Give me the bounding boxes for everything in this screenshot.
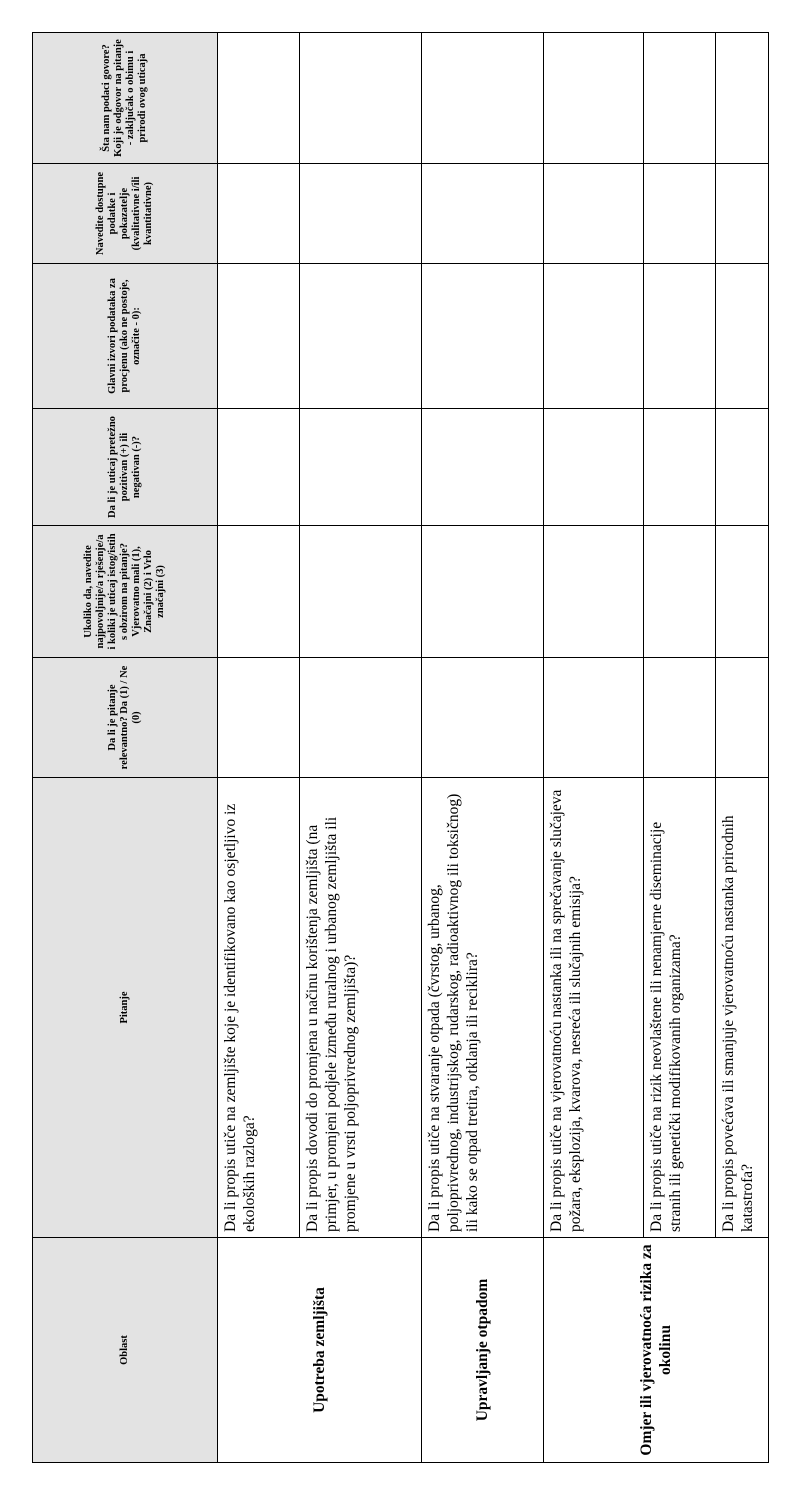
answer-cell[interactable] — [422, 409, 544, 526]
area-upotreba-zemljista: Upotreba zemljišta — [218, 1238, 422, 1463]
answer-cell[interactable] — [716, 164, 769, 264]
answer-cell[interactable] — [544, 33, 644, 164]
environmental-impact-table — [32, 32, 769, 1463]
answer-cell[interactable] — [300, 33, 422, 164]
header-row — [33, 33, 218, 1463]
answer-cell[interactable] — [300, 164, 422, 264]
answer-cell[interactable] — [544, 164, 644, 264]
header-pitanje: Pitanje — [33, 778, 218, 1238]
answer-cell[interactable] — [644, 164, 716, 264]
answer-cell[interactable] — [218, 164, 300, 264]
answer-cell[interactable] — [422, 658, 544, 778]
answer-cell[interactable] — [544, 658, 644, 778]
answer-cell[interactable] — [644, 658, 716, 778]
answer-cell[interactable] — [716, 658, 769, 778]
answer-cell[interactable] — [716, 409, 769, 526]
question-cell: Da li propis utiče na vjerovatnoću nastanka ili na sprečavanje slučajeva požara, eksplozija, kvarova, nesreća ili slučajnih emisija? — [544, 778, 644, 1238]
header-zakljucak: Šta nam podaci govore? Koji je odgovor na pitanje - zaključak o obimu i prirodi ovog uticaja — [33, 33, 218, 164]
question-cell: Da li propis utiče na rizik neovlaštene ili nenamjerne diseminacije stranih ili genetički modifikovanih organizama? — [644, 778, 716, 1238]
answer-cell[interactable] — [300, 658, 422, 778]
table-row — [218, 33, 300, 1463]
answer-cell[interactable] — [218, 33, 300, 164]
table-row — [422, 33, 544, 1463]
header-oblast: Oblast — [33, 1238, 218, 1463]
answer-cell[interactable] — [716, 264, 769, 409]
header-pozitivan: Da li je uticaj pretežno pozitivan (+) ili negativan (-)? — [33, 409, 218, 526]
header-povoljno: Ukoliko da, navedite najpovoljnije/a rješenje/a i koliki je uticaj istog/istih s obzirom na pitanje? Vjerovatno mali (1), Značajni (2) i Vrlo značajni (3) — [33, 526, 218, 658]
answer-cell[interactable] — [218, 264, 300, 409]
answer-cell[interactable] — [644, 526, 716, 658]
answer-cell[interactable] — [422, 526, 544, 658]
answer-cell[interactable] — [544, 264, 644, 409]
answer-cell[interactable] — [544, 409, 644, 526]
question-cell: Da li propis dovodi do promjena u načinu korištenja zemljišta (na primjer, u promjeni podjele između ruralnog i urbanog zemljišta ili promjene u vrsti poljoprivrednog zemljišta)? — [300, 778, 422, 1238]
answer-cell[interactable] — [218, 658, 300, 778]
question-cell: Da li propis povećava ili smanjuje vjerovatnoću nastanka prirodnih katastrofa? — [716, 778, 769, 1238]
answer-cell[interactable] — [544, 526, 644, 658]
header-relevantno: Da li je pitanje relevantno? Da (1) / Ne (0) — [33, 658, 218, 778]
answer-cell[interactable] — [716, 33, 769, 164]
answer-cell[interactable] — [716, 526, 769, 658]
answer-cell[interactable] — [300, 526, 422, 658]
answer-cell[interactable] — [218, 526, 300, 658]
answer-cell[interactable] — [422, 264, 544, 409]
answer-cell[interactable] — [422, 164, 544, 264]
area-rizik-za-okolinu: Omjer ili vjerovatnoća rizika za okolinu — [544, 1238, 769, 1463]
answer-cell[interactable] — [422, 33, 544, 164]
question-cell: Da li propis utiče na zemljište koje je identifikovano kao osjetljivo iz ekoloških razloga? — [218, 778, 300, 1238]
answer-cell[interactable] — [300, 409, 422, 526]
answer-cell[interactable] — [644, 33, 716, 164]
answer-cell[interactable] — [218, 409, 300, 526]
answer-cell[interactable] — [300, 264, 422, 409]
header-izvori: Glavni izvori podataka za procjenu (ako ne postoje, označite - 0): — [33, 264, 218, 409]
rotated-table-container — [32, 33, 768, 1463]
table-row — [544, 33, 644, 1463]
answer-cell[interactable] — [644, 264, 716, 409]
answer-cell[interactable] — [644, 409, 716, 526]
header-podaci: Navedite dostupne podatke i pokazatelje (kvalitativne i/ili kvantitativne) — [33, 164, 218, 264]
area-upravljanje-otpadom: Upravljanje otpadom — [422, 1238, 544, 1463]
question-cell: Da li propis utiče na stvaranje otpada (čvrstog, urbanog, poljoprivrednog, industrijskog, rudarskog, radioaktivnog ili toksičnog) ili kako se otpad tretira, otklanja ili reciklira? — [422, 778, 544, 1238]
